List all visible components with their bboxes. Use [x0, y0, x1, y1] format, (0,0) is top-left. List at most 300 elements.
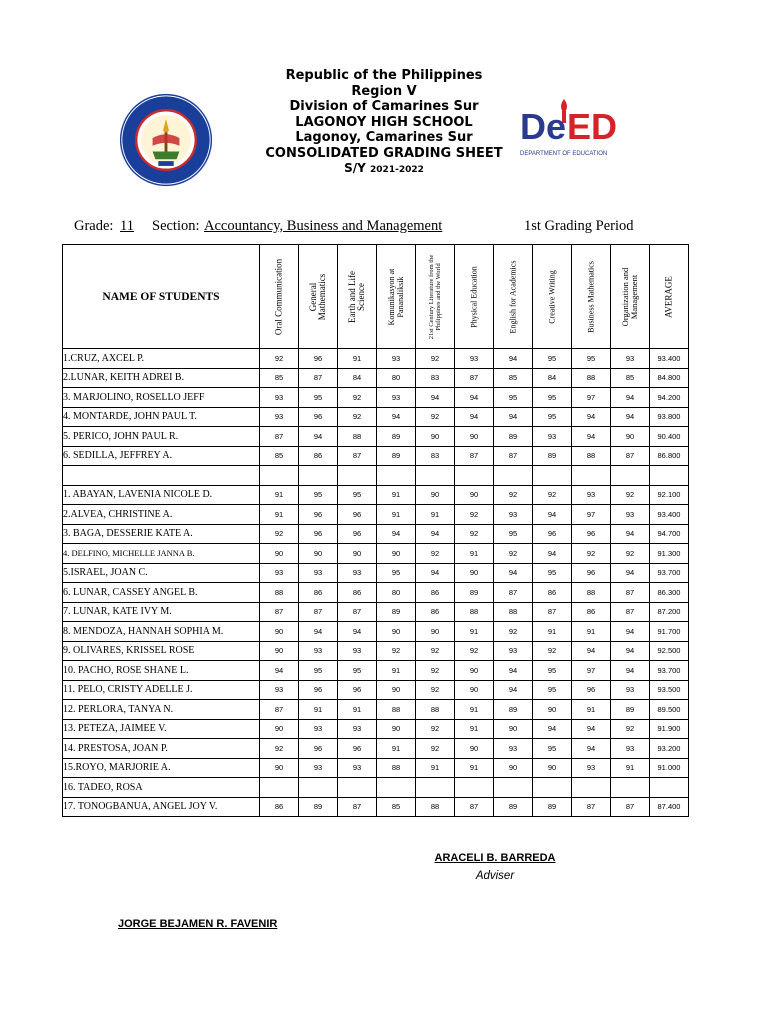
student-name-cell: 9. OLIVARES, KRISSEL ROSE	[63, 641, 260, 661]
grade-cell: 90	[416, 622, 455, 642]
student-name-cell: 6. SEDILLA, JEFFREY A.	[63, 446, 260, 466]
grade-cell: 95	[533, 661, 572, 681]
header-line-4: LAGONOY HIGH SCHOOL	[295, 114, 473, 130]
average-cell: 90.400	[650, 427, 689, 447]
grade-cell: 92	[494, 485, 533, 505]
grade-cell: 85	[494, 368, 533, 388]
average-cell	[650, 778, 689, 798]
grade-cell: 91	[260, 505, 299, 525]
grade-cell: 85	[260, 368, 299, 388]
grade-cell: 90	[455, 680, 494, 700]
grade-cell: 88	[572, 368, 611, 388]
grade-cell	[299, 466, 338, 486]
grade-cell	[494, 778, 533, 798]
grade-cell	[416, 466, 455, 486]
student-name-cell: 4. MONTARDE, JOHN PAUL T.	[63, 407, 260, 427]
grade-cell: 97	[572, 661, 611, 681]
grade-cell: 92	[611, 719, 650, 739]
average-header: AVERAGE	[663, 275, 674, 318]
grade-cell: 96	[299, 407, 338, 427]
grade-cell: 95	[572, 349, 611, 369]
grade-cell	[494, 466, 533, 486]
subject-header: 21st Century Literature from the Philippines and the World	[428, 254, 442, 339]
subject-header: Organization and Management	[620, 267, 639, 326]
grade-cell: 86	[416, 583, 455, 603]
grade-cell: 90	[611, 427, 650, 447]
average-cell	[650, 466, 689, 486]
grade-cell: 94	[572, 719, 611, 739]
grade-cell: 91	[416, 505, 455, 525]
grade-cell: 87	[455, 446, 494, 466]
table-row	[63, 602, 689, 622]
grade-cell: 95	[338, 485, 377, 505]
name-column-header: NAME OF STUDENTS	[63, 245, 260, 349]
grade-cell: 94	[416, 388, 455, 408]
grade-cell: 91	[338, 349, 377, 369]
table-row	[63, 719, 689, 739]
grade-cell: 90	[260, 544, 299, 564]
grade-cell: 94	[533, 505, 572, 525]
grade-cell: 94	[533, 719, 572, 739]
grade-cell: 92	[416, 661, 455, 681]
table-row	[63, 797, 689, 817]
grade-cell: 90	[533, 700, 572, 720]
grade-cell: 93	[338, 563, 377, 583]
grade-cell: 93	[455, 349, 494, 369]
principal-name: JORGE BEJAMEN R. FAVENIR	[118, 918, 278, 930]
student-name-cell: 4. DELFINO, MICHELLE JANNA B.	[63, 544, 260, 564]
grade-cell: 94	[572, 739, 611, 759]
grade-cell: 89	[533, 446, 572, 466]
student-name-cell: 1.CRUZ, AXCEL P.	[63, 349, 260, 369]
grade-cell: 95	[299, 485, 338, 505]
average-cell: 86.800	[650, 446, 689, 466]
grade-cell: 92	[533, 641, 572, 661]
grade-cell: 94	[611, 524, 650, 544]
grade-cell: 94	[611, 563, 650, 583]
grade-cell: 91	[377, 661, 416, 681]
grade-cell: 93	[338, 719, 377, 739]
subject-header: Business Mathematics	[586, 260, 596, 333]
average-cell: 91.000	[650, 758, 689, 778]
student-name-cell: 2.LUNAR, KEITH ADREI B.	[63, 368, 260, 388]
grade-cell: 94	[299, 427, 338, 447]
average-cell: 94.700	[650, 524, 689, 544]
student-name-cell: 1. ABAYAN, LAVENIA NICOLE D.	[63, 485, 260, 505]
grade-cell: 90	[494, 758, 533, 778]
grade-cell: 92	[533, 485, 572, 505]
grade-cell: 80	[377, 583, 416, 603]
table-row	[63, 778, 689, 798]
grade-cell: 90	[455, 485, 494, 505]
grade-cell: 89	[494, 797, 533, 817]
grade-cell: 92	[338, 407, 377, 427]
grade-cell: 90	[455, 427, 494, 447]
subject-header: English for Academics	[508, 260, 518, 333]
grade-cell: 86	[299, 583, 338, 603]
grade-cell: 91	[299, 700, 338, 720]
grade-cell: 94	[572, 641, 611, 661]
grade-cell: 88	[377, 758, 416, 778]
grade-cell: 91	[416, 758, 455, 778]
grade-cell: 96	[299, 739, 338, 759]
grade-cell: 92	[494, 622, 533, 642]
average-cell: 94.200	[650, 388, 689, 408]
student-name-cell: 15.ROYO, MARJORIE A.	[63, 758, 260, 778]
grade-cell: 93	[494, 739, 533, 759]
grade-cell	[533, 466, 572, 486]
grade-cell: 90	[260, 719, 299, 739]
student-name-cell: 7. LUNAR, KATE IVY M.	[63, 602, 260, 622]
grade-cell: 95	[533, 680, 572, 700]
grade-cell: 96	[338, 680, 377, 700]
grade-cell: 95	[299, 388, 338, 408]
grade-cell: 92	[416, 407, 455, 427]
grade-cell	[416, 778, 455, 798]
grade-cell: 91	[377, 505, 416, 525]
grade-value: 11	[120, 218, 134, 234]
grade-label: Grade:	[74, 218, 114, 234]
table-row	[63, 485, 689, 505]
svg-text:ED: ED	[567, 106, 618, 147]
table-row	[63, 505, 689, 525]
student-name-cell: 5. PERICO, JOHN PAUL R.	[63, 427, 260, 447]
grade-cell: 85	[377, 797, 416, 817]
grade-cell: 96	[572, 524, 611, 544]
grade-cell: 95	[533, 563, 572, 583]
table-row	[63, 466, 689, 486]
grade-cell: 90	[260, 622, 299, 642]
grade-cell: 83	[416, 446, 455, 466]
average-cell: 91.900	[650, 719, 689, 739]
grade-cell	[377, 466, 416, 486]
grade-cell: 96	[572, 563, 611, 583]
grade-cell: 94	[260, 661, 299, 681]
grade-cell: 90	[377, 544, 416, 564]
grade-cell: 90	[338, 544, 377, 564]
grade-cell: 86	[572, 602, 611, 622]
school-year	[0, 161, 768, 175]
adviser-title: Adviser	[475, 870, 515, 882]
table-row	[63, 622, 689, 642]
grade-cell: 94	[455, 388, 494, 408]
grade-cell: 94	[377, 407, 416, 427]
grade-cell: 90	[377, 680, 416, 700]
grade-cell: 92	[416, 719, 455, 739]
grade-cell: 96	[299, 505, 338, 525]
average-cell: 93.500	[650, 680, 689, 700]
table-row	[63, 680, 689, 700]
grade-cell: 88	[260, 583, 299, 603]
grade-cell: 93	[572, 485, 611, 505]
grade-cell: 85	[611, 368, 650, 388]
grade-cell: 94	[611, 407, 650, 427]
student-name-cell	[63, 466, 260, 486]
grade-cell	[455, 778, 494, 798]
grade-cell: 95	[533, 407, 572, 427]
grade-cell: 86	[299, 446, 338, 466]
grade-cell: 91	[455, 758, 494, 778]
student-name-cell: 12. PERLORA, TANYA N.	[63, 700, 260, 720]
table-row	[63, 427, 689, 447]
grade-cell: 90	[455, 739, 494, 759]
grade-cell: 96	[299, 680, 338, 700]
grade-cell: 89	[377, 446, 416, 466]
grade-cell: 96	[572, 680, 611, 700]
table-row	[63, 563, 689, 583]
grade-cell: 93	[260, 563, 299, 583]
svg-text:De: De	[520, 106, 567, 147]
subject-header: Physical Education	[469, 265, 479, 328]
grade-cell: 95	[299, 661, 338, 681]
grade-cell: 92	[611, 485, 650, 505]
grade-cell: 94	[611, 641, 650, 661]
grade-cell: 96	[338, 739, 377, 759]
grade-cell: 86	[260, 797, 299, 817]
average-cell: 93.700	[650, 661, 689, 681]
adviser-name: ARACELI B. BARREDA	[434, 852, 556, 864]
student-name-cell: 13. PETEZA, JAIMEE V.	[63, 719, 260, 739]
grade-cell: 96	[338, 524, 377, 544]
student-name-cell: 2.ALVEA, CHRISTINE A.	[63, 505, 260, 525]
student-name-cell: 3. MARJOLINO, ROSELLO JEFF	[63, 388, 260, 408]
grade-cell: 87	[260, 427, 299, 447]
grade-cell: 94	[416, 524, 455, 544]
grade-cell: 84	[338, 368, 377, 388]
student-name-cell: 11. PELO, CRISTY ADELLE J.	[63, 680, 260, 700]
grade-cell: 94	[494, 661, 533, 681]
grade-cell: 87	[338, 446, 377, 466]
grade-cell: 88	[416, 797, 455, 817]
grade-cell: 87	[494, 583, 533, 603]
grade-cell: 87	[455, 368, 494, 388]
subject-header: Komunikasyon at Pananaliksik	[387, 268, 405, 325]
grade-cell: 95	[533, 349, 572, 369]
grade-cell: 87	[494, 446, 533, 466]
grade-cell: 87	[611, 583, 650, 603]
adviser-signature	[400, 852, 590, 882]
grade-cell: 92	[416, 680, 455, 700]
grade-cell: 97	[572, 505, 611, 525]
grade-cell: 93	[572, 758, 611, 778]
student-name-cell: 17. TONOGBANUA, ANGEL JOY V.	[63, 797, 260, 817]
grade-cell: 93	[494, 641, 533, 661]
student-name-cell: 16. TADEO, ROSA	[63, 778, 260, 798]
grading-period: 1st Grading Period	[524, 218, 634, 234]
average-cell: 93.800	[650, 407, 689, 427]
grade-cell: 93	[377, 349, 416, 369]
grade-cell: 91	[611, 758, 650, 778]
grade-cell: 87	[533, 602, 572, 622]
grade-cell: 89	[377, 602, 416, 622]
document-header	[0, 68, 768, 175]
grade-cell: 90	[377, 719, 416, 739]
grade-cell: 96	[533, 524, 572, 544]
grade-cell: 87	[611, 602, 650, 622]
school-year-value: 2021-2022	[370, 165, 424, 175]
grade-cell: 90	[494, 719, 533, 739]
grade-cell: 94	[377, 524, 416, 544]
grade-cell: 94	[338, 622, 377, 642]
grade-cell: 92	[611, 544, 650, 564]
grade-cell	[299, 778, 338, 798]
grade-cell: 94	[533, 544, 572, 564]
grade-cell: 94	[299, 622, 338, 642]
table-row	[63, 739, 689, 759]
student-name-cell: 3. BAGA, DESSERIE KATE A.	[63, 524, 260, 544]
average-cell: 93.200	[650, 739, 689, 759]
grade-cell: 88	[572, 583, 611, 603]
student-name-cell: 6. LUNAR, CASSEY ANGEL B.	[63, 583, 260, 603]
section-value: Accountancy, Business and Management	[204, 218, 443, 234]
grade-cell: 89	[533, 797, 572, 817]
grade-cell: 93	[299, 758, 338, 778]
subject-header: General Mathematics	[308, 273, 327, 320]
grade-cell: 92	[455, 524, 494, 544]
grade-cell: 91	[572, 700, 611, 720]
grade-cell: 87	[338, 602, 377, 622]
average-cell: 91.700	[650, 622, 689, 642]
grade-cell: 91	[455, 622, 494, 642]
grade-cell: 94	[494, 680, 533, 700]
table-header-row	[63, 245, 689, 349]
grade-cell: 94	[455, 407, 494, 427]
grade-cell: 88	[494, 602, 533, 622]
grade-cell: 93	[260, 680, 299, 700]
grade-cell: 92	[416, 349, 455, 369]
grade-cell: 89	[494, 427, 533, 447]
grade-cell: 93	[299, 719, 338, 739]
grade-cell	[572, 778, 611, 798]
header-line-1: Republic of the Philippines	[285, 68, 483, 83]
grade-cell: 84	[533, 368, 572, 388]
grade-cell: 85	[260, 446, 299, 466]
grade-cell: 90	[260, 641, 299, 661]
grade-cell: 92	[416, 641, 455, 661]
grade-cell: 93	[611, 739, 650, 759]
grade-cell: 92	[416, 739, 455, 759]
grade-cell: 94	[416, 563, 455, 583]
grade-cell: 90	[416, 485, 455, 505]
grade-cell: 90	[533, 758, 572, 778]
grade-cell: 97	[572, 388, 611, 408]
student-name-cell: 14. PRESTOSA, JOAN P.	[63, 739, 260, 759]
average-cell: 93.700	[650, 563, 689, 583]
grade-cell: 89	[494, 700, 533, 720]
grade-cell: 88	[338, 427, 377, 447]
table-row	[63, 446, 689, 466]
grade-cell: 88	[416, 700, 455, 720]
grade-cell: 87	[611, 797, 650, 817]
table-row	[63, 388, 689, 408]
grade-cell: 90	[416, 427, 455, 447]
grade-cell: 89	[611, 700, 650, 720]
header-line-5: Lagonoy, Camarines Sur	[295, 130, 473, 145]
grade-cell: 93	[533, 427, 572, 447]
grade-cell: 88	[572, 446, 611, 466]
grade-cell: 92	[260, 349, 299, 369]
average-cell: 84.800	[650, 368, 689, 388]
grade-cell: 80	[377, 368, 416, 388]
grade-cell: 96	[299, 349, 338, 369]
grade-cell: 93	[260, 388, 299, 408]
table-row	[63, 368, 689, 388]
subject-header: Oral Communication	[273, 258, 284, 335]
grade-cell: 92	[455, 641, 494, 661]
grade-cell: 90	[377, 622, 416, 642]
grade-cell: 91	[455, 700, 494, 720]
grade-cell: 95	[533, 388, 572, 408]
grade-cell: 87	[455, 797, 494, 817]
grade-cell: 95	[533, 739, 572, 759]
grade-cell	[611, 466, 650, 486]
grade-cell: 88	[377, 700, 416, 720]
table-body	[63, 349, 689, 817]
header-line-6: CONSOLIDATED GRADING SHEET	[265, 145, 503, 161]
grade-cell: 92	[572, 544, 611, 564]
grade-cell: 93	[611, 680, 650, 700]
grade-cell: 94	[611, 661, 650, 681]
table-row	[63, 758, 689, 778]
grade-cell: 89	[377, 427, 416, 447]
grade-cell: 91	[533, 622, 572, 642]
average-cell: 89.500	[650, 700, 689, 720]
table-row	[63, 524, 689, 544]
grade-cell: 87	[260, 602, 299, 622]
header-line-3: Division of Camarines Sur	[289, 99, 479, 114]
grade-cell: 94	[494, 407, 533, 427]
average-cell: 87.400	[650, 797, 689, 817]
grade-cell	[260, 778, 299, 798]
grade-cell: 96	[338, 505, 377, 525]
grade-cell: 90	[260, 758, 299, 778]
grade-cell: 95	[494, 524, 533, 544]
grade-cell: 89	[299, 797, 338, 817]
table-row	[63, 349, 689, 369]
grade-cell: 92	[260, 739, 299, 759]
grade-cell: 94	[611, 622, 650, 642]
grade-cell: 93	[338, 641, 377, 661]
grade-cell: 93	[494, 505, 533, 525]
grade-cell	[377, 778, 416, 798]
grade-cell: 93	[299, 563, 338, 583]
grade-cell: 93	[377, 388, 416, 408]
table-row	[63, 700, 689, 720]
grade-cell: 92	[377, 641, 416, 661]
table-row	[63, 407, 689, 427]
grade-cell: 91	[455, 544, 494, 564]
grade-cell: 91	[338, 700, 377, 720]
grade-cell: 96	[299, 524, 338, 544]
grade-cell: 94	[572, 427, 611, 447]
grade-cell	[455, 466, 494, 486]
subject-header: Earth and Life Science	[347, 270, 366, 323]
deped-subtitle: DEPARTMENT OF EDUCATION	[520, 151, 608, 157]
grade-cell: 92	[494, 544, 533, 564]
grade-cell: 86	[338, 583, 377, 603]
grade-cell: 92	[455, 505, 494, 525]
header-line-2: Region V	[351, 83, 417, 99]
grade-cell: 93	[338, 758, 377, 778]
grade-cell: 87	[299, 602, 338, 622]
average-cell: 92.500	[650, 641, 689, 661]
grade-cell	[338, 466, 377, 486]
grade-cell: 92	[260, 524, 299, 544]
grade-cell: 87	[338, 797, 377, 817]
grade-cell	[260, 466, 299, 486]
table-row	[63, 661, 689, 681]
grade-cell: 93	[611, 505, 650, 525]
